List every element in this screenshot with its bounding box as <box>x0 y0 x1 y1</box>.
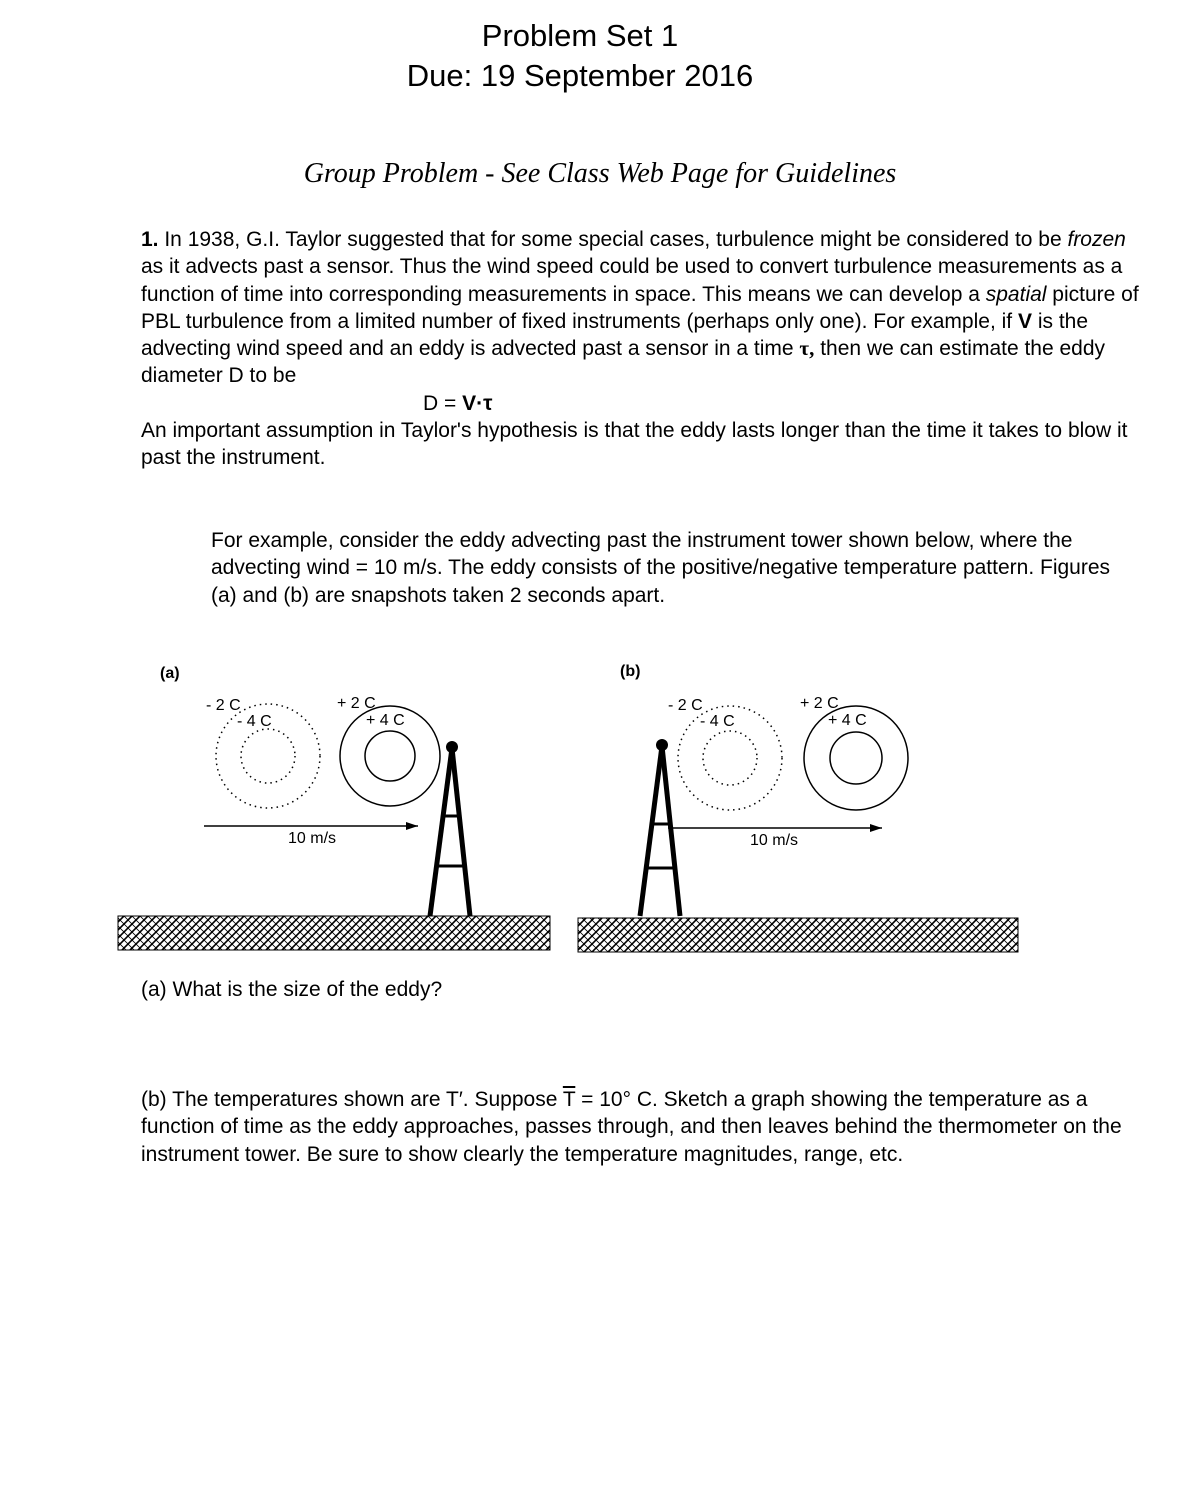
neg-inner-label: - 4 C <box>700 713 735 730</box>
equation-rhs: V·τ <box>462 391 493 415</box>
negative-inner-isotherm <box>703 731 757 785</box>
spatial-emphasis: spatial <box>985 282 1047 306</box>
intro-text-a: In 1938, G.I. Taylor suggested that for some special cases, turbulence might be considered to be <box>158 228 1068 251</box>
panel-a-label: (a) <box>160 665 180 682</box>
question-b-text-a: (b) The temperatures shown are T′. Suppose <box>141 1088 563 1111</box>
assumption-text: An important assumption in Taylor's hypothesis is that the eddy lasts longer than the time it takes to blow it past the instrument. <box>141 419 1128 470</box>
eddy-tower-figure <box>0 640 1200 970</box>
neg-outer-label: - 2 C <box>668 697 703 714</box>
panel-b-label: (b) <box>620 663 641 680</box>
ground <box>578 918 1018 952</box>
mean-temperature-symbol: $\overline{T}$ <box>562 1088 576 1111</box>
pos-inner-label: + 4 C <box>828 712 867 729</box>
intro-text-c: picture of PBL turbulence from a limited number of fixed instruments (perhaps only one). For example, if <box>141 282 1139 333</box>
tau-symbol: τ, <box>799 336 815 361</box>
wind-speed-symbol: V <box>1017 309 1032 333</box>
panel-b <box>578 663 1018 952</box>
problem-1-text <box>141 226 1141 472</box>
wind-label: 10 m/s <box>750 832 799 849</box>
section-subtitle: Group Problem - See Class Web Page for Guidelines <box>303 158 897 189</box>
ground <box>118 916 550 950</box>
example-text <box>141 527 1141 609</box>
due-date: Due: 19 September 2016 <box>406 58 754 93</box>
intro-text-b: as it advects past a sensor. Thus the wind speed could be used to convert turbulence measurements as a function of time into corresponding measurements in space. This means we can develop a <box>141 255 1123 306</box>
wind-label: 10 m/s <box>288 830 337 847</box>
question-b-text-b: = 10° C. Sketch a graph showing the temperature as a function of time as the eddy approaches, passes through, and then leaves behind the thermometer on the instrument tower. Be sure to show clearly the temperature magnitudes, range, etc. <box>141 1088 1122 1166</box>
example-paragraph: For example, consider the eddy advecting past the instrument tower shown below, where the advecting wind = 10 m/s. The eddy consists of the positive/negative temperature pattern. Figures (a) and (b) are snapshots taken 2 seconds apart. <box>211 529 1111 607</box>
pos-outer-label: + 2 C <box>337 695 376 712</box>
pos-outer-label: + 2 C <box>800 695 839 712</box>
taylor-equation <box>141 390 1141 417</box>
intro-text-e: then we can estimate the eddy diameter D to be <box>141 337 1106 388</box>
panel-a <box>118 665 550 950</box>
positive-inner-isotherm <box>830 732 882 784</box>
intro-text-d: is the advecting wind speed and an eddy is advected past a sensor in a time <box>141 309 1089 361</box>
equation-lhs: D = <box>423 391 463 415</box>
negative-inner-isotherm <box>241 729 295 783</box>
positive-inner-isotherm <box>365 731 415 781</box>
question-b <box>141 1086 1141 1168</box>
instrument-tower <box>430 741 470 916</box>
problem-number: 1. <box>141 228 159 251</box>
page-title: Problem Set 1 <box>481 18 679 53</box>
question-a: (a) What is the size of the eddy? <box>141 978 443 1001</box>
frozen-emphasis: frozen <box>1067 228 1126 251</box>
pos-inner-label: + 4 C <box>366 712 405 729</box>
neg-inner-label: - 4 C <box>237 713 272 730</box>
neg-outer-label: - 2 C <box>206 697 241 714</box>
